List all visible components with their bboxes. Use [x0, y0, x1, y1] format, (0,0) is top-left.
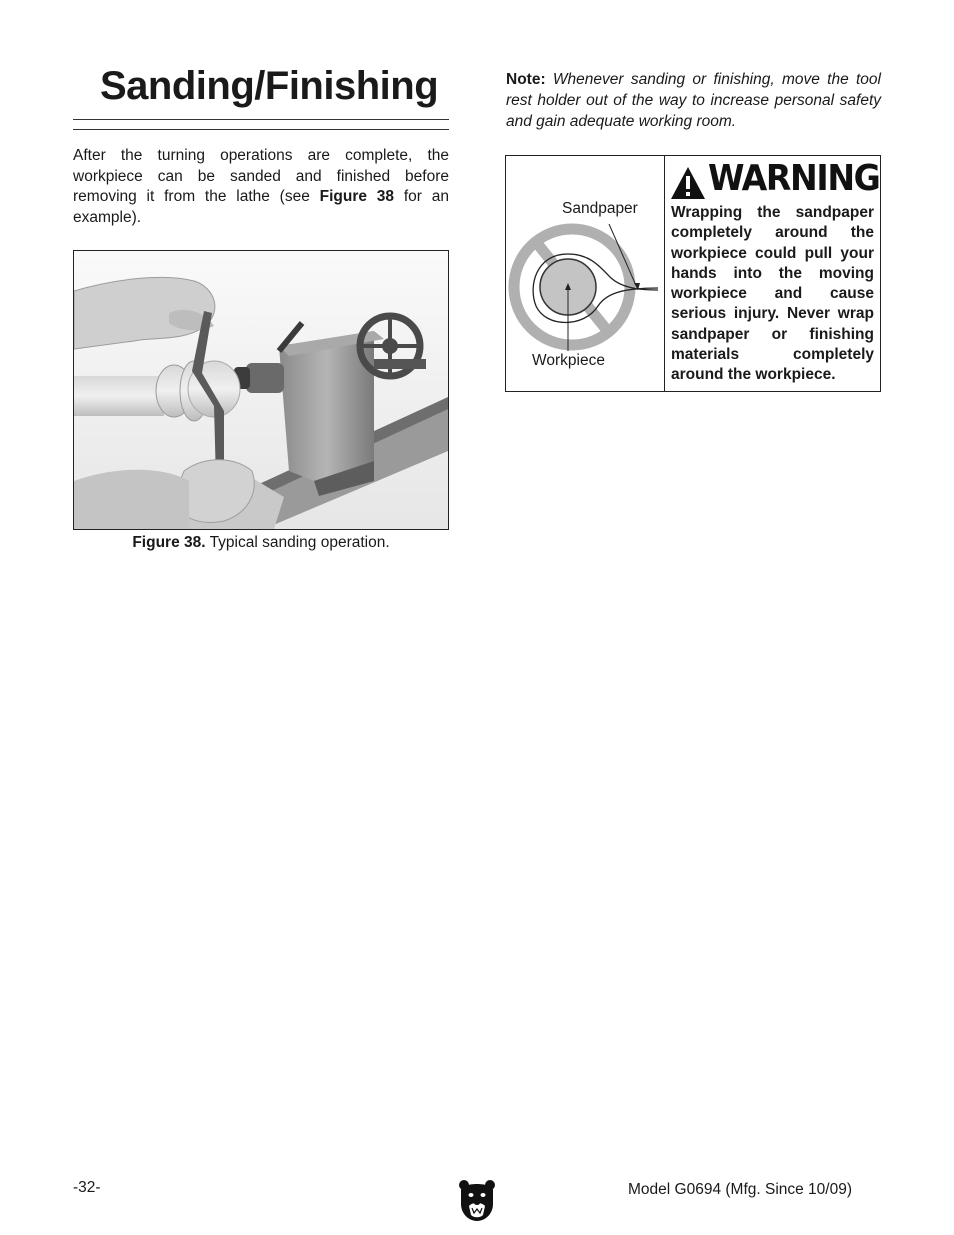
note-paragraph — [506, 69, 881, 132]
title-rule-bottom — [73, 129, 449, 130]
intro-text-end: for an example). — [73, 188, 449, 226]
warning-box — [505, 155, 881, 392]
figure-caption — [73, 534, 449, 552]
model-info: Model G0694 (Mfg. Since 10/09) — [628, 1181, 853, 1198]
warning-triangle-icon — [670, 166, 706, 200]
intro-paragraph — [73, 146, 449, 228]
workpiece-label: Workpiece — [532, 352, 605, 369]
page-title: Sanding/Finishing — [100, 64, 439, 108]
figure-caption-text: Typical sanding operation. — [205, 534, 390, 551]
warning-header — [670, 158, 880, 204]
figure-reference: Figure 38 — [319, 188, 395, 205]
title-rule-top — [73, 119, 449, 120]
warning-illustration — [506, 156, 665, 391]
warning-title: WARNING — [708, 158, 880, 199]
note-text: Whenever sanding or finishing, move the tool rest holder out of the way to increase personal safety and gain adequate working room. — [506, 71, 881, 130]
figure-label: Figure 38. — [132, 534, 206, 551]
intro-text: After the turning operations are complete, the workpiece can be sanded and finished before removing it from the lathe (see — [73, 147, 449, 205]
lathe-sanding-photo — [73, 250, 449, 530]
sandpaper-label: Sandpaper — [562, 200, 638, 217]
warning-text: Wrapping the sandpaper completely around the workpiece could pull your hands into the moving workpiece and cause serious injury. Never wrap sandpaper or finishing materials completely around the workpiece. — [671, 204, 874, 384]
page-number: -32- — [73, 1179, 101, 1196]
bear-logo-icon — [458, 1178, 496, 1222]
note-label: Note: — [506, 71, 546, 88]
